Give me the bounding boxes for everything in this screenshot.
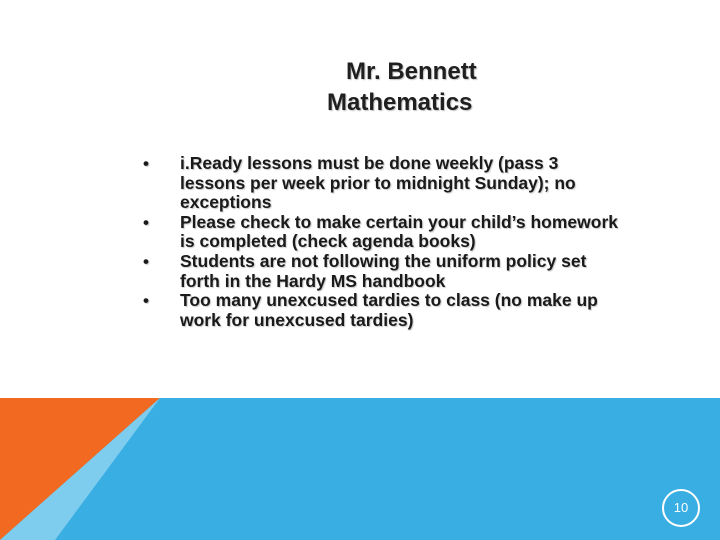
bullet-list: [143, 154, 623, 330]
page-number-badge: 10: [662, 489, 700, 527]
bullet-text: i.Ready lessons must be done weekly (pass 3 lessons per week prior to midnight Sunday); no exceptions: [180, 153, 576, 213]
bullet-text: Students are not following the uniform policy set forth in the Hardy MS handbook: [180, 250, 587, 291]
title-line-1: Mr. Bennett: [346, 58, 477, 85]
bullet-item-iready: [143, 154, 623, 213]
slide-title: [300, 56, 540, 118]
bullet-marker: •: [143, 212, 149, 232]
bullet-item-tardies: [143, 291, 623, 330]
bullet-text: Please check to make certain your child’s homework is completed (check agenda books): [180, 211, 619, 252]
bullet-item-homework: [143, 213, 623, 252]
bullet-marker: •: [143, 154, 149, 173]
bullet-text: Too many unexcused tardies to class (no make up work for unexcused tardies): [180, 290, 598, 330]
bullet-marker: •: [143, 291, 149, 311]
bullet-marker: •: [143, 251, 149, 271]
bullet-item-uniform: [143, 252, 623, 291]
title-line-2: Mathematics: [327, 89, 473, 116]
